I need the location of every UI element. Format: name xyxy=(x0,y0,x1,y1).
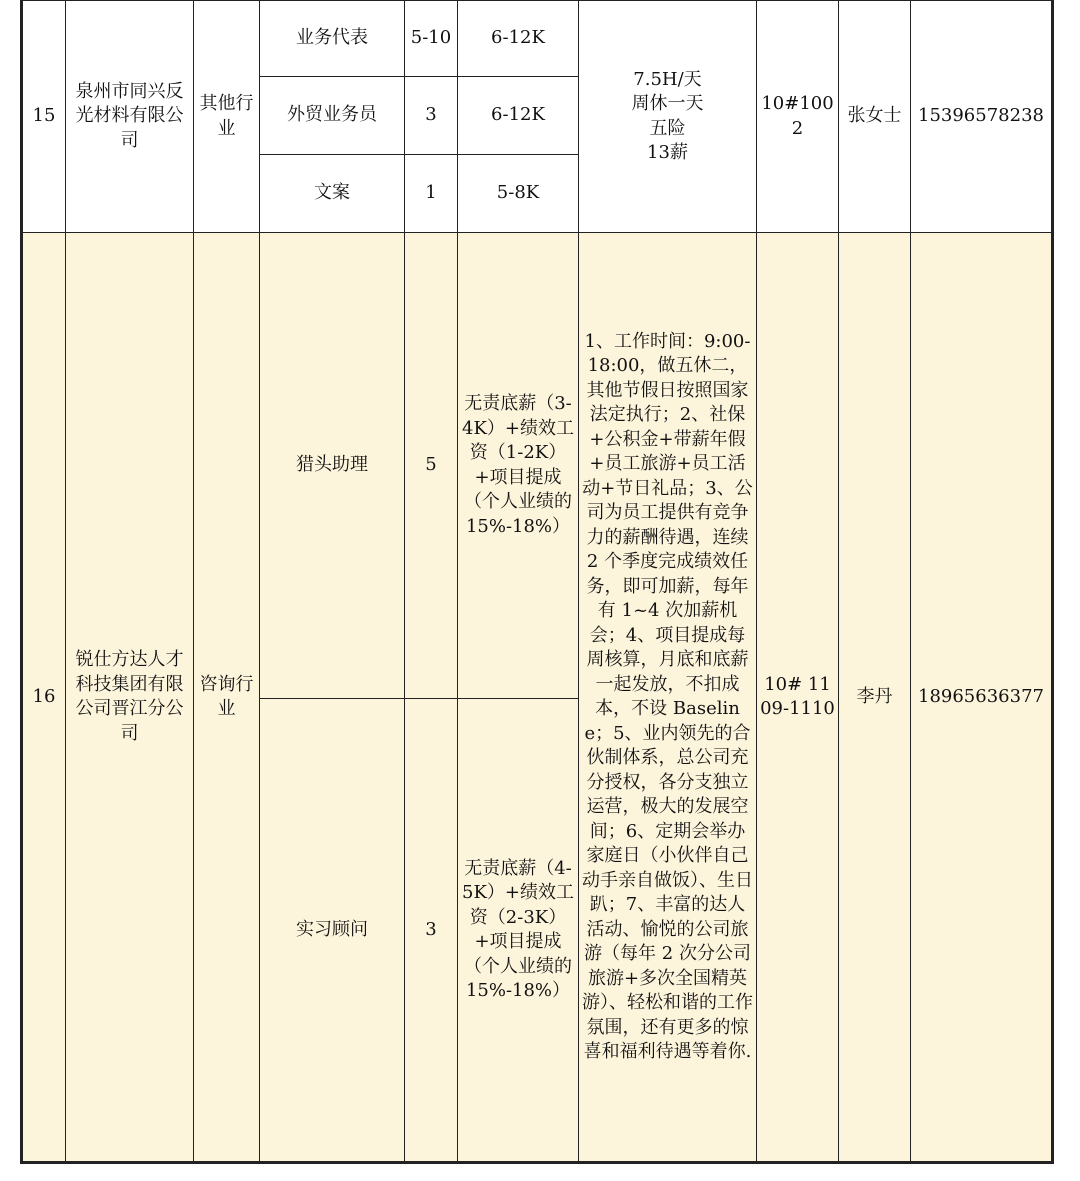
table-row xyxy=(22,233,1053,699)
job-count: 3 xyxy=(405,699,458,1163)
benefit-line: 13薪 xyxy=(647,142,688,163)
job-pay: 6-12K xyxy=(458,1,579,77)
table-row xyxy=(22,1,1053,77)
job-count: 1 xyxy=(405,155,458,233)
job-fair-table xyxy=(20,0,1054,1164)
phone-number: 18965636377 xyxy=(911,233,1053,1163)
benefit-line: 周休一天 xyxy=(631,93,704,114)
benefits xyxy=(579,1,757,233)
job-title: 猎头助理 xyxy=(260,233,405,699)
job-count: 5-10 xyxy=(405,1,458,77)
benefits: 1、工作时间：9:00-18:00，做五休二，其他节假日按照国家法定执行；2、社保+公积金+带薪年假+员工旅游+员工活动+节日礼品；3、公司为员工提供有竞争力的薪酬待遇，连续 2 个季度完成绩效任务，即可加薪，每年有 1~4 次加薪机会；4、项目提成每周核算，月底和底薪一起发放，不扣成本，不设 Baseline；5、业内领先的合伙制体系，总公司充分授权，各分支独立运营，极大的发展空间；6、定期会举办家庭日（小伙伴自己动手亲自做饭）、生日趴；7、丰富的达人活动、愉悦的公司旅游（每年 2 次分公司旅游+多次全国精英游）、轻松和谐的工作氛围，还有更多的惊喜和福利待遇等着你. xyxy=(579,233,757,1163)
job-title: 文案 xyxy=(260,155,405,233)
job-pay: 无责底薪（3-4K）+绩效工资（1-2K）+项目提成（个人业绩的 15%-18%） xyxy=(458,233,579,699)
company-name: 泉州市同兴反光材料有限公司 xyxy=(66,1,194,233)
job-title: 业务代表 xyxy=(260,1,405,77)
phone-number: 15396578238 xyxy=(911,1,1053,233)
benefit-line: 五险 xyxy=(649,117,686,139)
job-count: 5 xyxy=(405,233,458,699)
industry: 咨询行业 xyxy=(194,233,260,1163)
job-pay: 6-12K xyxy=(458,77,579,155)
benefit-line: 7.5H/天 xyxy=(633,68,702,90)
job-pay: 5-8K xyxy=(458,155,579,233)
job-title: 外贸业务员 xyxy=(260,77,405,155)
company-name: 锐仕方达人才科技集团有限公司晋江分公司 xyxy=(66,233,194,1163)
row-number: 15 xyxy=(22,1,66,233)
job-count: 3 xyxy=(405,77,458,155)
booth-number: 10# 1109-1110 xyxy=(757,233,839,1163)
contact-person: 李丹 xyxy=(839,233,911,1163)
job-title: 实习顾问 xyxy=(260,699,405,1163)
booth-number: 10#1002 xyxy=(757,1,839,233)
job-pay: 无责底薪（4-5K）+绩效工资（2-3K）+项目提成（个人业绩的 15%-18%） xyxy=(458,699,579,1163)
row-number: 16 xyxy=(22,233,66,1163)
contact-person: 张女士 xyxy=(839,1,911,233)
industry: 其他行业 xyxy=(194,1,260,233)
